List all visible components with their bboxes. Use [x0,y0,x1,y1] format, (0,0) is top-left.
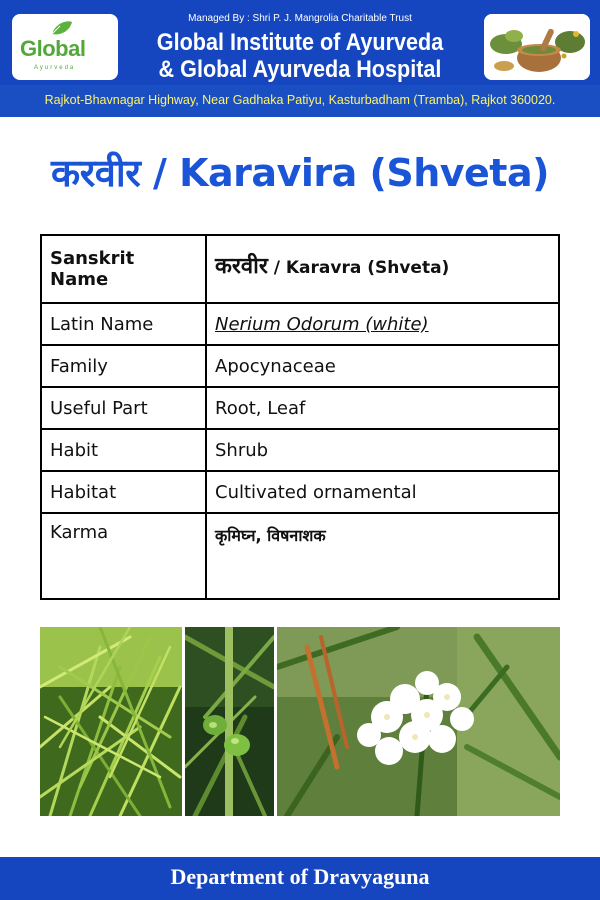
department-name: Department of Dravyaguna [170,864,430,889]
sanskrit-name-label: Sanskrit Name [41,235,206,303]
table-row [41,513,559,599]
table-row [41,303,559,345]
managed-by-text: Managed By : Shri P. J. Mangrolia Charitable Trust [188,13,412,24]
karma-label: Karma [41,513,206,599]
family-value: Apocynaceae [206,345,559,387]
plant-info-table [40,234,560,600]
footer-banner [0,857,600,900]
sanskrit-name-latin: / Karavra (Shveta) [267,258,450,278]
table-row [41,345,559,387]
table-row [41,235,559,303]
table-row [41,387,559,429]
header-banner [0,0,600,117]
latin-name-label: Latin Name [41,303,206,345]
logo-subtext: Ayurveda [34,65,76,71]
stem-fruit-photo [185,627,274,816]
institute-name-line1: Global Institute of Ayurveda [156,29,444,56]
latin-name-value [206,303,559,345]
habit-value: Shrub [206,429,559,471]
karma-value: कृमिघ्न, विषनाशक [206,513,559,599]
plant-title: करवीर / Karavira (Shveta) [51,151,549,195]
habit-label: Habit [41,429,206,471]
useful-part-label: Useful Part [41,387,206,429]
shrub-foliage-photo [40,627,182,816]
latin-name-text: Nerium Odorum (white) [215,313,429,335]
table-row [41,471,559,513]
institute-name-line2: & Global Ayurveda Hospital [158,56,442,83]
institute-address: Rajkot-Bhavnagar Highway, Near Gadhaka Patiyu, Kasturbadham (Tramba), Rajkot 360020. [44,93,556,107]
logo-text: Global [20,36,86,61]
family-label: Family [41,345,206,387]
sanskrit-name-devanagari: करवीर [215,254,268,279]
habitat-value: Cultivated ornamental [206,471,559,513]
useful-part-value: Root, Leaf [206,387,559,429]
sanskrit-name-value [206,235,559,303]
herbs-mortar-image [484,14,590,80]
table-row [41,429,559,471]
habitat-label: Habitat [41,471,206,513]
white-flower-photo [277,627,560,816]
